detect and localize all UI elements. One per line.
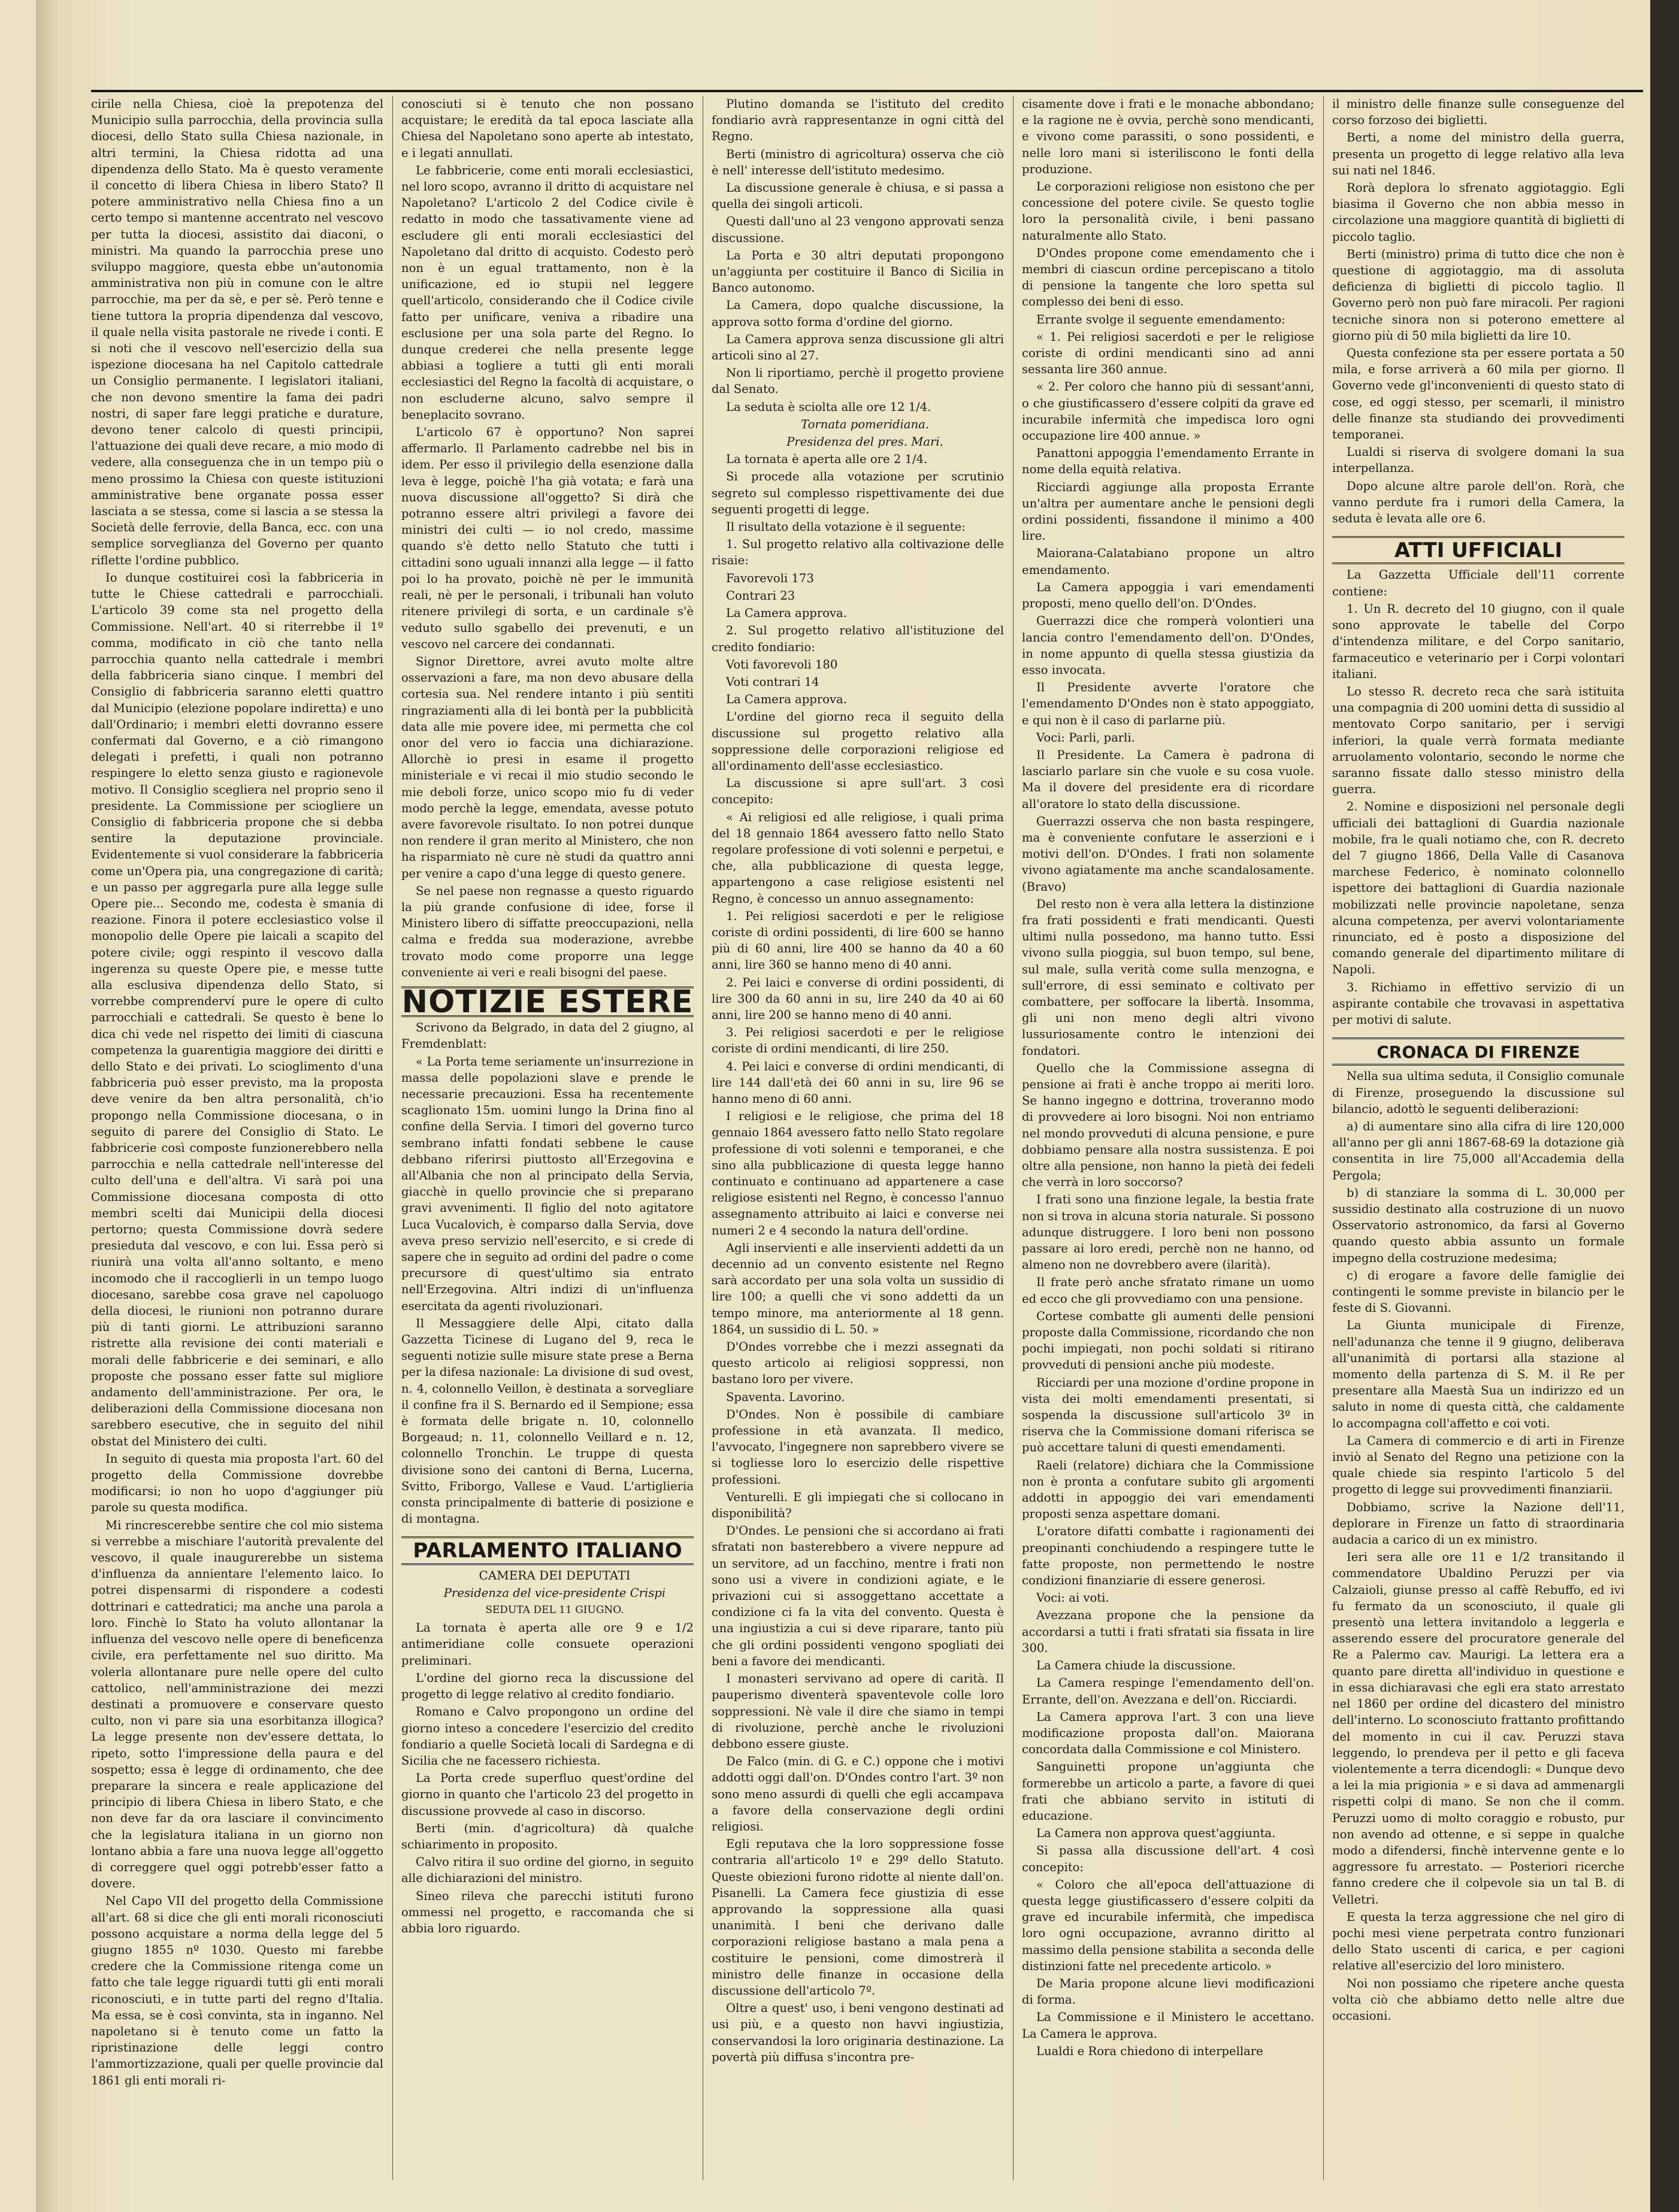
col5-para: il ministro delle finanze sulle conseguenze del corso forzoso dei biglietti.	[1332, 97, 1624, 128]
col2-para: conosciuti si è tenuto che non possano acquistare; le eredità da tal epoca lasciate alla Chiesa del Napoletano sono aperte ab intestato, e i legati annullati.	[401, 97, 694, 160]
col3-para: 3. Pei religiosi sacerdoti e per le religiose coriste di ordini mendicanti, di lire 250.	[712, 1025, 1004, 1056]
col4-para: cisamente dove i frati e le monache abbondano; e la ragione ne è ovvia, perchè sono mendicanti, e vivono come parassiti, o sono possidenti, e nelle loro mani si isteriliscono le fonti della produzione.	[1022, 97, 1314, 176]
col4-para: Sanguinetti propone un'aggiunta che formerebbe un articolo a parte, a favore di quei frati che abbiano servito in istituti di educazione.	[1022, 1760, 1314, 1823]
col3-para: La discussione si apre sull'art. 3 così concepito:	[712, 776, 1004, 807]
col3-para: « Ai religiosi ed alle religiose, i quali prima del 18 gennaio 1864 avessero fatto nello Stato regolare professione di voti solenni e perpetui, e che, alla pubblicazione di questa legge, appartengono a case religiose esistenti nel Regno, è concesso un annuo assegnamento:	[712, 810, 1004, 906]
col4-para: Raeli (relatore) dichiara che la Commissione non è pronta a confutare subito gli argomenti addotti in appoggio dei vari emendamenti proposti senza aspettare domani.	[1022, 1458, 1314, 1521]
col3-para: De Falco (min. di G. e C.) oppone che i motivi addotti oggi dall'on. D'Ondes contro l'art. 3º non sono meno assurdi di quelli che egli accampava a favore della conservazione degli ordini religiosi.	[712, 1754, 1004, 1833]
col3-para: D'Ondes. Le pensioni che si accordano ai frati sfratati non basterebbero a vivere neppure ad un servitore, ad un facchino, mentre i frati non sono usi a vivere in condizioni agiate, e le privazioni cui si assoggettano accettate a condizione ci fa la vita del convento. Questa è una ingiustizia a cui si deve riparare, tanto più che gli ordini possidenti vengono spogliati dei beni a favore dei mendicanti.	[712, 1524, 1004, 1668]
vote-line: Favorevoli 173	[726, 571, 814, 585]
vote-line: Voti contrari 14	[726, 674, 819, 689]
col2-news-para: « La Porta teme seriamente un'insurrezione in massa delle popolazioni slave e prende le necessarie precauzioni. Essa ha recentemente scaglionato 15m. uomini lungo la Drina fino al confine della Servia. I timori del governo turco sembrano infatti fondati sebbene le cause debbano riferirsi piuttosto all'Erzegovina e all'Albania che non al principato della Servia, giacchè in quello provincie che si preparano gravi avvenimenti. Il figlio del noto agitatore Luca Vucalovich, è comparso dalla Servia, dove aveva preso servizio nell'esercito, e si crede di sapere che in seguito ad ordini del padre o come precursore di quest'ultimo sia entrato nell'Erzegovina. Altri indizi di un'influenza esercitata da agenti rivoluzionari.	[401, 1054, 694, 1313]
col5-para: Berti, a nome del ministro della guerra, presenta un progetto di legge relativo alla leva sui nati nel 1846.	[1332, 131, 1624, 177]
col5-para: Rorà deplora lo sfrenato aggiotaggio. Egli biasima il Governo che non abbia messo in circolazione una maggiore quantità di biglietti di piccolo taglio.	[1332, 181, 1624, 244]
col4-para: Ricciardi per una mozione d'ordine propone in vista dei molti emendamenti presentati, si sospenda la discussione sull'articolo 3º in riserva che la Commissione domani riferisca se può accettare taluni di questi emendamenti.	[1022, 1375, 1314, 1455]
col3-para: La seduta è sciolta alle ore 12 1/4.	[726, 400, 931, 414]
column-rule	[1323, 96, 1324, 2180]
col2-parl-para: Romano e Calvo propongono un ordine del giorno inteso a concedere l'esercizio del credito fondiario a quelle Società locali di Sardegna e di Sicilia che ne facessero richiesta.	[401, 1705, 694, 1768]
col3-para: Berti (ministro di agricoltura) osserva che ciò è nell' interesse dell'istituto medesimo.	[712, 147, 1004, 177]
col5-cronaca-para: Noi non possiamo che ripetere anche questa volta ciò che abbiamo detto nelle altre due occasioni.	[1332, 1976, 1624, 2023]
atti-ufficiali-heading: ATTI UFFICIALI	[1332, 536, 1624, 564]
col5-cronaca-para: La Giunta municipale di Firenze, nell'adunanza che tenne il 9 giugno, deliberava all'unanimità di portarsi alla stazione al momento della partenza di S. M. il Re per presentare alla Maestà Sua un indirizzo ed un saluto in nome di questa città, che caldamente lo accompagna coll'affetto e coi voti.	[1332, 1318, 1624, 1430]
col4-para: Le corporazioni religiose non esistono che per concessione del potere civile. Se questo toglie loro la personalità civile, i beni passano naturalmente allo Stato.	[1022, 180, 1314, 243]
col4-para: Il frate però anche sfratato rimane un uomo ed ecco che gli provvediamo con una pensione.	[1022, 1275, 1314, 1306]
top-rule	[91, 90, 1643, 92]
col2-parl-para: La Porta crede superfluo quest'ordine del giorno in quanto che l'articolo 23 del progetto in discussione provvede al caso in discorso.	[401, 1771, 694, 1818]
col5-atti-para: 3. Richiamo in effettivo servizio di un aspirante contabile che trovavasi in aspettativa per motivi di salute.	[1332, 980, 1624, 1027]
col5-atti-para: Lo stesso R. decreto reca che sarà istituita una compagnia di 200 uomini detta di sussidio al mentovato Corpo sanitario, per i servigi inferiori, la quale verrà formata mediante arruolamento volontario, secondo le norme che saranno fissate dallo stesso ministro della guerra.	[1332, 684, 1624, 797]
col4-para: Il Presidente. La Camera è padrona di lasciarlo parlare sin che vuole e su cosa vuole. Ma il dovere del presidente era di ricordare all'oratore lo stato della discussione.	[1022, 748, 1314, 811]
col2-para: Signor Direttore, avrei avuto molte altre osservazioni a fare, ma non devo abusare della cortesia sua. Nel rendere intanto i più sentiti ringraziamenti alla di lei bontà per la pubblicità data alle mie povere idee, mi permetta che col onor del vero io faccia una dichiarazione. Allorchè io presi in esame il progetto ministeriale e vi recai il mio studio secondo le mie deboli forze, unico scopo mio fu di veder modo perchè la legge, emendata, avesse potuto avere favorevole risultato. Io non potrei dunque non rendere il gran merito al Ministero, che non ha risparmiato nè cure nè studi da quattro anni per venire a capo d'una legge di questo genere.	[401, 654, 694, 880]
col4-para: Lualdi e Rora chiedono di interpellare	[1036, 2044, 1263, 2058]
col1-para: In seguito di questa mia proposta l'art. 60 del progetto della Commissione dovrebbe modificarsi; io non ho uopo d'aggiunger più parole su questa modifica.	[91, 1451, 383, 1515]
col4-para: La Camera non approva quest'aggiunta.	[1036, 1826, 1276, 1841]
col5-cronaca-para: Nella sua ultima seduta, il Consiglio comunale di Firenze, proseguendo la discussione sul bilancio, adottò le seguenti deliberazioni:	[1332, 1069, 1624, 1116]
col5-cronaca-para: b) di stanziare la somma di L. 30,000 per sussidio destinato alla costruzione di un nuovo Osservatorio astronomico, da farsi al Governo quando questo abbia assunto un formale impegno della costruzione medesima;	[1332, 1185, 1624, 1265]
col3-para: Egli reputava che la loro soppressione fosse contraria all'articolo 1º e 29º dello Statuto. Queste obiezioni furono ridotte al niente dall'on. Pisanelli. La Camera fece giustizia di esse approvando la soppressione alla quasi unanimità. I beni che derivano dalle corporazioni religiose bastano a mala pena a costituire le pensioni, come dimostrerà il ministro delle finanze in occasione della discussione dell'articolo 7º.	[712, 1837, 1004, 1998]
parlamento-heading: PARLAMENTO ITALIANO	[401, 1536, 694, 1565]
col2-news-para: Scrivono da Belgrado, in data del 2 giugno, al Fremdenblatt:	[401, 1021, 694, 1051]
col3-para: Si procede alla votazione per scrutinio segreto sul complesso rispettivamente dei due seguenti progetti di legge.	[712, 470, 1004, 516]
col3-para: La discussione generale è chiusa, e si passa a quella dei singoli articoli.	[712, 181, 1004, 211]
col4-para: La Camera respinge l'emendamento dell'on. Errante, dell'on. Avezzana e dell'on. Ricciardi.	[1022, 1676, 1314, 1706]
col4-para: Voci: ai voti.	[1036, 1591, 1109, 1605]
col5-para: Lualdi si riserva di svolgere domani la sua interpellanza.	[1332, 445, 1624, 476]
col3-para: I monasteri servivano ad opere di carità. Il pauperismo diventerà spaventevole colle loro soppressioni. Nè vale il dire che siamo in tempi di rivoluzione, perchè anche le rivoluzioni debbono essere giuste.	[712, 1672, 1004, 1751]
col5-cronaca-para: La Camera di commercio e di arti in Firenze inviò al Senato del Regno una petizione con la quale chiede sia respinto l'articolo 5 del progetto di legge sui provvedimenti finanziarii.	[1332, 1433, 1624, 1497]
col2-parl-para: Calvo ritira il suo ordine del giorno, in seguito alle dichiarazioni del ministro.	[401, 1855, 694, 1886]
col4-para: La Commissione e il Ministero le accettano. La Camera le approva.	[1022, 2010, 1314, 2041]
col3-para: 4. Pei laici e converse di ordini mendicanti, di lire 144 dall'età dei 60 anni in su, lire 96 se hanno meno di 60 anni.	[712, 1059, 1004, 1106]
col4-para: Voci: Parli, parli.	[1036, 730, 1135, 745]
col4-para: « 1. Pei religiosi sacerdoti e per le religiose coriste di ordini mendicanti sino ad anni sessanta lire 360 annue.	[1022, 329, 1314, 377]
col4-para: Guerrazzi osserva che non basta respingere, ma è conveniente confutare le asserzioni e i motivi dell'on. D'Ondes. I frati non solamente vivono agiatamente ma anche scandalosamente. (Bravo)	[1022, 814, 1314, 894]
presidenza-line: Presidenza del vice-presidente Crispi	[443, 1585, 666, 1600]
col3-para: Oltre a quest' uso, i beni vengono destinati ad usi più, e a questo non havvi ingiustizia, conservandosi la loro originaria destinazione. La povertà più diffusa s'incontra pre-	[712, 2001, 1004, 2064]
col2-parl-para: La tornata è aperta alle ore 9 e 1/2 antimeridiane colle consuete operazioni preliminari.	[401, 1621, 694, 1668]
col4-para: Avezzana propone che la pensione da accordarsi a tutti i frati sfratati sia fissata in lire 300.	[1022, 1608, 1314, 1655]
col4-para: L'oratore difatti combatte i ragionamenti dei preopinanti conchiudendo a respingere tutte le fatte proposte, non permettendo le nostre condizioni finanziarie di essere generosi.	[1022, 1524, 1314, 1588]
col4-para: La Camera approva l'art. 3 con una lieve modificazione proposta dall'on. Maiorana concordata dalla Commissione e col Ministero.	[1022, 1709, 1314, 1757]
col5-cronaca-para: E questa la terza aggressione che nel giro di pochi mesi viene perpetrata contro funzionari dello Stato uscenti di carica, e per cagioni relative all'esercizio del loro ministero.	[1332, 1910, 1624, 1973]
col4-para: Cortese combatte gli aumenti delle pensioni proposte dalla Commissione, ricordando che non pochi impiegati, non pochi soldati si ritirano provveduti di pensioni anche più modeste.	[1022, 1309, 1314, 1372]
col2-parl-para: Berti (min. d'agricoltura) dà qualche schiarimento in proposito.	[401, 1821, 694, 1851]
col4-para: « Coloro che all'epoca dell'attuazione di questa legge giustificassero d'essere colpiti da grave ed incurabile infermità, che impedisca loro ogni occupazione, avranno diritto al massimo della pensione stabilita a seconda delle distinzioni fatte nel precedente articolo. »	[1022, 1877, 1314, 1973]
col3-para: La tornata è aperta alle ore 2 1/4.	[726, 452, 928, 467]
col4-para: Ricciardi aggiunge alla proposta Errante un'altra per aumentare anche le pensioni degli ordini possidenti, fissandone il minimo a 400 lire.	[1022, 480, 1314, 543]
col3-para: 1. Sul progetto relativo alla coltivazione delle risaie:	[712, 537, 1004, 568]
col4-para: Panattoni appoggia l'emendamento Errante in nome della equità relativa.	[1022, 446, 1314, 477]
col2-parl-para: Sineo rileva che parecchi istituti furono ommessi nel progetto, e raccomanda che si abbia loro riguardo.	[401, 1889, 694, 1935]
column-rule	[1013, 96, 1014, 2180]
col3-para: La Porta e 30 altri deputati propongono un'aggiunta per costituire il Banco di Sicilia in Banco autonomo.	[712, 248, 1004, 295]
column-2	[401, 96, 694, 2180]
pomeridiana-heading: Tornata pomeridiana.	[801, 417, 929, 431]
col3-para: Il risultato della votazione è il seguente:	[726, 520, 966, 534]
col2-para: L'articolo 67 è opportuno? Non saprei affermarlo. Il Parlamento cadrebbe nel bis in idem. Per esso il privilegio della esenzione dalla leva è legge, poichè l'ha già votata; e farà una nuova discussione all'oggetto? Si dirà che potranno essere altri privilegi a favore dei ministri dei culti — io nol credo, massime quando s'è detto nello Statuto che tutti i cittadini sono uguali innanzi alla legge — il fatto poi lo ha provato, poichè nè per le immunità reali, nè per le personali, i tribunali han voluto ritenere privilegi di sorta, e un cardinale s'è veduto sullo sgabello dei prevenuti, e un vescovo nel carcere dei condannati.	[401, 425, 694, 651]
col2-news-para: Il Messaggiere delle Alpi, citato dalla Gazzetta Ticinese di Lugano del 9, reca le seguenti notizie sulle misure state prese a Berna per la difesa nazionale: La divisione di sud ovest, n. 4, colonnello Veillon, è destinata a sorvegliare il confine fra il S. Bernardo ed il Sempione; essa è formata delle brigate n. 10, colonnello Borgeaud; n. 11, colonnello Veillard e n. 12, colonnello Tronchin. Le truppe di questa divisione sono dei cantoni di Berna, Lucerna, Svitto, Friborgo, Vallese e Vaud. L'artiglieria consta principalmente di batterie di posizione e di montagna.	[401, 1316, 694, 1526]
col3-para: L'ordine del giorno reca il seguito della discussione sul progetto relativo alla soppressione delle corporazioni religiose ed all'ordinamento dell'asse ecclesiastico.	[712, 710, 1004, 773]
column-rule	[392, 96, 393, 2180]
col4-para: De Maria propone alcune lievi modificazioni di forma.	[1022, 1976, 1314, 2007]
col1-para: Nel Capo VII del progetto della Commissione all'art. 68 si dice che gli enti morali riconosciuti possono acquistare a norma della legge del 5 giugno 1855 nº 1030. Questo mi farebbe credere che la Commissione ritenga come un fatto che tale legge riguardi tutti gli enti morali riconosciuti, e in tutte parti del regno d'Italia. Ma essa, se è così convinta, sta in inganno. Nel napoletano si è tenuto come un fatto la ripristinazione delle leggi contro l'ammortizzazione, quali per quelle provincie dal 1861 gli enti morali ri-	[91, 1894, 383, 2087]
col2-para: Le fabbricerie, come enti morali ecclesiastici, nel loro scopo, avranno il dritto di acquistare nel Napoletano? L'articolo 2 del Codice civile è redatto in modo che tassativamente viene ad escludere gli enti morali ecclesiastici del Napoletano dal dritto di acquisto. Codesto però non è un egual trattamento, non è la unificazione, ed io stupii nel leggere quell'articolo, considerando che il Codice civile fatto per unificare, veniva a ribadire una esclusione per una sola parte del Regno. Io dunque crederei che nella presente legge abbiasi a togliere a tutti gli enti morali ecclesiastici del Regno la facoltà di acquistare, o non escluderne alcuno, salvo sempre il beneplacito sovrano.	[401, 163, 694, 422]
col3-para: D'Ondes vorrebbe che i mezzi assegnati da questo articolo ai religiosi soppressi, non bastano loro per vivere.	[712, 1340, 1004, 1387]
col4-para: La Camera appoggia i vari emendamenti proposti, meno quello dell'on. D'Ondes.	[1022, 580, 1314, 611]
col3-para: Venturelli. E gli impiegati che si collocano in disponibilità?	[712, 1490, 1004, 1521]
vote-line: Voti favorevoli 180	[726, 657, 838, 671]
page-fold-shadow	[36, 0, 60, 2212]
col4-para: I frati sono una finzione legale, la bestia frate non si trova in alcuna storia naturale. Si possono adunque distruggere. I loro beni non possono passare ai loro eredi, perchè non ne hanno, od almeno non ne dovrebbero avere (ilarità).	[1022, 1193, 1314, 1272]
column-4	[1022, 96, 1314, 2180]
col3-para: D'Ondes. Non è possibile di cambiare professione in età avanzata. Il medico, l'avvocato, l'ingegnere non saprebbero vivere se si togliesse loro lo esercizio delle rispettive professioni.	[712, 1407, 1004, 1487]
col4-para: D'Ondes propone come emendamento che i membri di ciascun ordine percepiscano a titolo di pensione la tangente che loro spetta sul complesso dei beni di esso.	[1022, 246, 1314, 309]
cronaca-heading: CRONACA DI FIRENZE	[1332, 1037, 1624, 1066]
col5-cronaca-para: Ieri sera alle ore 11 e 1/2 transitando il commendatore Ubaldino Peruzzi per via Calzaioli, giunse presso al caffè Rebuffo, ed ivi fu fermato da un sconosciuto, il quale gli presentò una lettera invitandolo a leggerla e asserendo essere del procuratore generale del Re a Palermo cav. Maurigi. La lettera era a quanto pare diretta all'individuo in questione e in essa dichiaravasi che egli era stato arrestato nel 1860 per ordine del dicastero del ministro dell'interno. Lo sconosciuto frattanto profittando del momento in cui il cav. Peruzzi stava leggendo, lo prendeva per il petto e gli faceva violentemente a terra dicendogli: « Dunque devo a lei la mia prigionia » e si dava ad ammenargli rispetti colpi di mano. Se non che il comm. Peruzzi uomo di molto coraggio e robusto, pur non avendo ad ottenne, e si seppe in qualche modo a difendersi, finchè intervenne gente e lo aggressore fu arrestato. — Posteriori ricerche fanno credere che il colpevole sia un tal B. di Velletri.	[1332, 1550, 1624, 1907]
col4-para: Del resto non è vera alla lettera la distinzione fra frati possidenti e frati mendicanti. Questi ultimi nulla possedono, ma hanno tutto. Essi vivono sulla pioggia, sul buon tempo, sul bene, sul male, sulla verità come sulla menzogna, e sull'errore, di essi seminato e coltivato per combattere, per soffocare la libertà. Insomma, gli uni non meno degli altri vivono lussuriosamente contro le intenzioni dei fondatori.	[1022, 897, 1314, 1058]
col4-para: La Camera chiude la discussione.	[1036, 1659, 1236, 1673]
col3-para: 1. Pei religiosi sacerdoti e per le religiose coriste di ordini possidenti, di lire 600 se hanno più di 60 anni, lire 400 se hanno da 40 a 60 anni, lire 360 se hanno meno di 40 anni.	[712, 909, 1004, 972]
col3-para: Non li riportiamo, perchè il progetto proviene dal Senato.	[712, 366, 1004, 397]
col1-para: Mi rincrescerebbe sentire che col mio sistema si verrebbe a mischiare l'autorità prevalente del vescovo, il quale inaugurerebbe un sistema d'influenza da annientare l'elemento laico. Io potrei dispensarmi di rispondere a codesti dottrinari e cattedratici; ma anche una parola a loro. Finchè lo Stato ha voluto allontanar la influenza del vescovo nelle opere di beneficenza civile, era perfettamente nel suo diritto. Ma volerla allontanare pure nelle opere del culto cattolico, nell'amministrazione dei mezzi destinati a promuovere e conservare questo culto, non vi pare sia una esorbitanza illogica? La legge presente non dev'essere dettata, lo ripeto, sotto l'impressione della paura e del sospetto; essa è legge di ordinamento, che dee preparare la sincera e reale applicazione del principio di libera Chiesa in libero Stato, e che non deve far da ora lasciare il convincimento che la legislatura italiana in un giorno non lontano abbia a fare una nuova legge all'oggetto di correggere quel oggi potrebb'esser fatto a dovere.	[91, 1518, 383, 1891]
col3-para: Agli inservienti e alle inservienti addetti da un decennio ad un convento esistente nel Regno sarà accordato per una sola volta un sussidio di lire 100; a quelli che vi sono addetti da un tempo minore, ma anteriormente al 18 genn. 1864, un sussidio di L. 50. »	[712, 1240, 1004, 1336]
col5-cronaca-para: a) di aumentare sino alla cifra di lire 120,000 all'anno per gli anni 1867-68-69 la dotazione già consentita in lire 75,000 all'Accademia della Pergola;	[1332, 1119, 1624, 1182]
col5-cronaca-para: Dobbiamo, scrive la Nazione dell'11, deplorare in Firenze un fatto di straordinaria audacia a carico di un ex ministro.	[1332, 1500, 1624, 1547]
col4-para: Il Presidente avverte l'oratore che l'emendamento D'Ondes non è stato appoggiato, e qui non è il caso di parlarne più.	[1022, 680, 1314, 727]
columns	[91, 96, 1624, 2192]
col5-atti-para: 1. Un R. decreto del 10 giugno, con il quale sono approvate le tabelle del Corpo d'intendenza militare, e del Corpo sanitario, farmaceutico e veterinario per i Corpi volontari italiani.	[1332, 601, 1624, 681]
col5-para: Berti (ministro) prima di tutto dice che non è questione di aggiotaggio, ma di assoluta deficienza di biglietti di piccolo taglio. Il Governo però non può fare miracoli. Per ragioni tecniche sinora non si poterono emettere al giorno più di 50 mila biglietti da lire 10.	[1332, 247, 1624, 343]
col3-para: La Camera, dopo qualche discussione, la approva sotto forma d'ordine del giorno.	[712, 298, 1004, 329]
col5-cronaca-para: c) di erogare a favore delle famiglie dei contingenti le somme previste in bilancio per le feste di S. Giovanni.	[1332, 1268, 1624, 1315]
col3-para: Questi dall'uno al 23 vengono approvati senza discussione.	[712, 214, 1004, 245]
col3-para: La Camera approva senza discussione gli altri articoli sino al 27.	[712, 332, 1004, 363]
column-5	[1332, 96, 1624, 2180]
col3-para: Spaventa. Lavorino.	[726, 1390, 845, 1404]
col2-para: Se nel paese non regnasse a questo riguardo la più grande confusione di idee, forse il Ministero libero di siffatte preoccupazioni, nella calma e fredda sua moderazione, avrebbe trovato modo come proporre una legge conveniente ai veri e reali bisogni del paese.	[401, 883, 694, 979]
col5-para: Questa confezione sta per essere portata a 50 mila, e forse arriverà a 60 mila per giorno. Il Governo vede gl'inconvenienti di questo stato di cose, ed oggi stesso, per scemarli, il ministro delle finanze sta studiando dei provvedimenti temporanei.	[1332, 346, 1624, 442]
col4-para: Maiorana-Calatabiano propone un altro emendamento.	[1022, 546, 1314, 577]
col3-para: 2. Sul progetto relativo all'istituzione del credito fondiario:	[712, 624, 1004, 654]
binding-edge	[1650, 0, 1679, 2212]
col1-para: Io dunque costituirei così la fabbriceria in tutte le Chiese cattedrali e parrocchiali. L'articolo 39 come sta nel progetto della Commissione. Nell'art. 40 si riterrebbe il 1º comma, modificato in ciò che tanto nella parrocchia quanto nella cattedrale i membri della fabbriceria siano cinque. I membri del Consiglio di fabbriceria saranno eletti quattro dal Municipio (elezione popolare indiretta) e uno dall'Ordinario; i membri eletti dovranno essere confermati dal Governo, e a ciò rimangono delegati i prefetti, i quali non potranno respingere lo eletto senza giusto e ragionevole motivo. Il Consiglio scegliera nel proprio seno il presidente. La Commissione per sciogliere un Consiglio di fabbriceria propone che si debba sentire la deputazione provinciale. Evidentemente si vuol considerare la fabbriceria come un'Opera pia, una congregazione di carità; e un passo per aggregarla pure alla legge sulle Opere pie... Secondo me, codesta è smania di reazione. Finora il potere ecclesiastico volse il monopolio delle Opere pie laicali a scapito del potere civile; oggi respinto il vescovo dalla ingerenza su queste Opere pie, e messe tutte alla esclusiva dipendenza dello Stato, si vorrebbe comprenderví pure le opere di culto parrocchiali e cattedrali. Se questo è bene lo dica chi vede nel rispetto dei limiti di ciascuna competenza la guarentigia maggiore dei diritti e dello Stato e dei privati. Lo scioglimento d'una fabbriceria può esser previsto, ma la proposta deve venire da ben altra personalità, ch'io propongo nella Commissione diocesana, o in seguito di parere del Consiglio di Stato. Le fabbricerie così composte funzionerebbero nella parrocchia e nella cattedrale nell'interesse del culto dell'una e dell'altra. Vi sarà poi una Commissione diocesana composta di otto membri scelti dai Municipii della diocesi pertorno; questa Commissione dovrà sedere presieduta dal vescovo, e con lui. Essa però si riunirà una volta all'anno soltanto, e meno incomodo che il raccoglierli in un tempo luogo diocesano, sarebbe cosa grave nel capoluogo della diocesi, le riunioni non potranno durare più di tanti giorni. Le attribuzioni saranno ristrette alla revisione dei conti materiali e morali delle fabbricerie e dei seminari, e allo proposte che possano esser fatte sul migliore andamento dell'amministrazione. Per ora, le deliberazioni della Commissione diocesana non sarebbero esecutive, che in seguito del nihil obstat del Ministero dei culti.	[91, 570, 383, 1448]
notizie-estere-heading: NOTIZIE ESTERE	[401, 984, 694, 1020]
col3-para: La Camera approva.	[726, 606, 847, 621]
col5-atti-para: 2. Nomine e disposizioni nel personale degli ufficiali dei battaglioni di Guardia nazionale mobile, fra le quali notiamo che, con R. decreto del 7 giugno 1866, Della Valle di Casanova marchese Federico, è nominato colonnello ispettore dei battaglioni di Guardia nazionale mobilizzati nelle provincie napoletane, senza alcuna competenza, per avervi volontariamente rinunciato, ed è posto a disposizione del comando generale del dipartimento militare di Napoli.	[1332, 800, 1624, 977]
column-1	[91, 96, 383, 2180]
col4-para: Errante svolge il seguente emendamento:	[1036, 312, 1285, 326]
col4-para: Si passa alla discussione dell'art. 4 così concepito:	[1022, 1844, 1314, 1874]
col3-para: I religiosi e le religiose, che prima del 18 gennaio 1864 avessero fatto nello Stato regolare professione di voti solenni e temporanei, e che sino alla pubblicazione di questa legge hanno continuato e continuano ad appartenere a case religiose esistenti nel Regno, è concesso l'annuo assegnamento attribuito ai laici e converse nei numeri 2 e 4 secondo la natura dell'ordine.	[712, 1109, 1004, 1237]
col4-para: « 2. Per coloro che hanno più di sessant'anni, o che giustificassero d'essere colpiti da grave ed incurabile infermità che impedisca loro ogni occupazione lire 400 annue. »	[1022, 380, 1314, 443]
col2-parl-para: L'ordine del giorno reca la discussione del progetto di legge relativo al credito fondiario.	[401, 1671, 694, 1702]
col4-para: Quello che la Commissione assegna di pensione ai frati è anche troppo ai meriti loro. Se hanno ingegno e dottrina, troveranno modo di provvedere ai loro bisogni. Noi non entriamo nel mondo provveduti di alcuna pensione, e pure dobbiamo pensare alla nostra sussistenza. E poi oltre alla pensione, non hanno la pietà dei fedeli che verrà in loro soccorso?	[1022, 1061, 1314, 1190]
column-3	[712, 96, 1004, 2180]
col1-para: cirile nella Chiesa, cioè la prepotenza del Municipio sulla parrocchia, della provincia sulla diocesi, dello Stato sulla Chiesa nazionale, in altri termini, la Chiesa ridotta ad una dipendenza dello Stato. Ma è questo veramente il concetto di libera Chiesa in libero Stato? Il potere amministrativo nella Chiesa fino a un certo tempo si mantenne accentrato nel vescovo per tutta la diocesi, assistito dai diaconi, o ministri. Ma quando la parrocchia prese uno sviluppo maggiore, questa ebbe un'autonomia amministrativa non più in comune con le altre parrocchie, ma per da sè, e per sè. Però tenne e tiene tuttora la propria dipendenza dal vescovo, il quale nella visita pastorale ne rivede i conti. E si noti che il vescovo nell'esercizio della sua ispezione diocesana ha nel Capitolo cattedrale un Consiglio permanente. I legislatori italiani, che non devono smentire la fama dei padri nostri, di saper fare leggi pratiche e durature, devono tener calcolo di questi principii, l'attuazione dei quali deve recare, a mio modo di vedere, alla conseguenza che in un tempo più o meno prossimo la Chiesa con queste istituzioni amministrative bene organate possa esser lasciata a se stessa, come si lascia a se stessa la Società delle ferrovie, della Banca, ecc. con una semplice sorveglianza del Governo per quanto riflette l'ordine pubblico.	[91, 97, 383, 567]
col3-para: Plutino domanda se l'istituto del credito fondiario avrà rappresentanze in ogni città del Regno.	[712, 97, 1004, 144]
col5-para: Dopo alcune altre parole dell'on. Rorà, che vanno perdute fra i rumori della Camera, la seduta è levata alle ore 6.	[1332, 479, 1624, 526]
col5-atti-para: La Gazzetta Ufficiale dell'11 corrente contiene:	[1332, 568, 1624, 598]
col3-para: 2. Pei laici e converse di ordini possidenti, di lire 300 da 60 anni in su, lire 240 da 40 ai 60 anni, lire 200 se hanno meno di 40 anni.	[712, 975, 1004, 1022]
col4-para: Guerrazzi dice che romperà volontieri una lancia contro l'emendamento dell'on. D'Ondes, in nome appunto di quella stessa giustizia da esso invocata.	[1022, 614, 1314, 677]
col3-para: La Camera approva.	[726, 692, 847, 707]
seduta-line: SEDUTA DEL 11 GIUGNO.	[485, 1604, 624, 1617]
camera-heading: CAMERA DEI DEPUTATI	[479, 1568, 631, 1582]
vote-line: Contrari 23	[726, 588, 795, 603]
pomeridiana-presidenza: Presidenza del pres. Mari.	[786, 435, 943, 449]
